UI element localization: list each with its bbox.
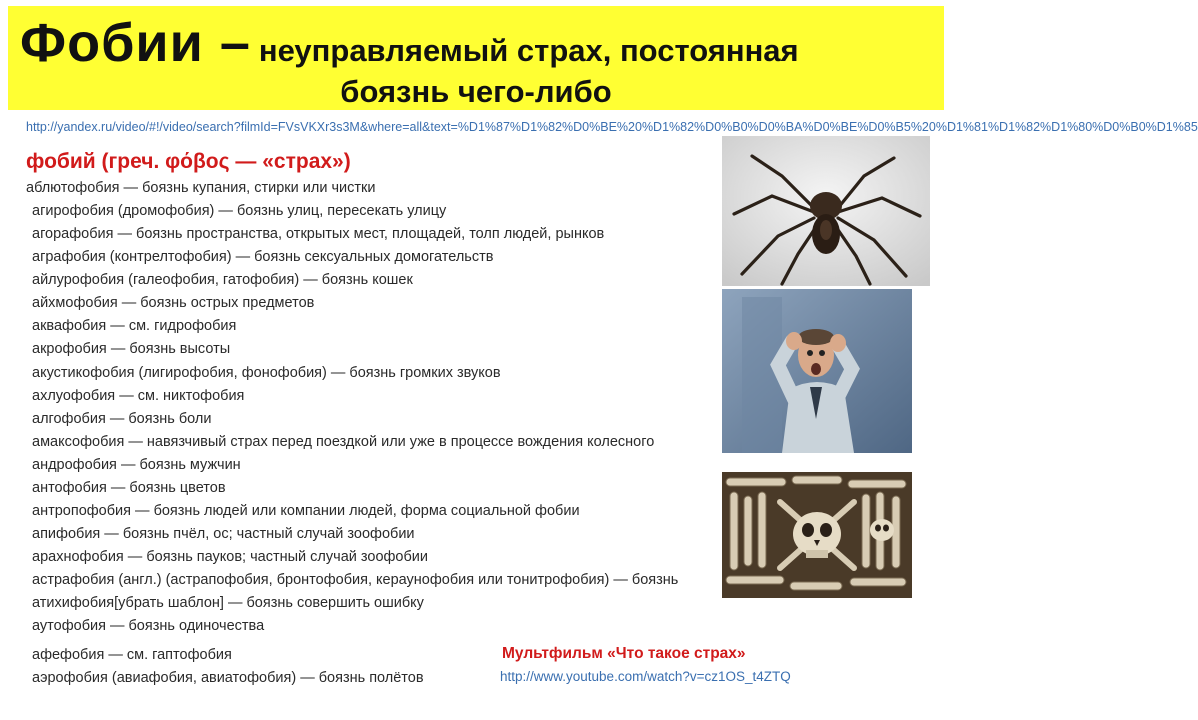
list-item: аблютофобия — боязнь купания, стирки или чистки — [26, 180, 376, 196]
source-link[interactable]: http://yandex.ru/video/#!/video/search?filmId=FVsVKXr3s3M&where=all&text=%D1%87%D1%82%D0%BE%20%D1%82%D0%B0%D0%BA%D0%BE%D0%B5%20%D1%81%D1%82%D1%80%D0%B0%D1%85 — [26, 120, 1198, 134]
list-item: агирофобия (дромофобия) — боязнь улиц, пересекать улицу — [32, 203, 447, 219]
list-item: акрофобия — боязнь высоты — [32, 341, 231, 357]
list-item: антропофобия — боязнь людей или компании людей, форма социальной фобии — [32, 503, 580, 519]
list-item: акустикофобия (лигирофобия, фонофобия) — боязнь громких звуков — [32, 365, 501, 381]
spider-icon — [722, 136, 930, 286]
scared-man-icon — [722, 289, 912, 453]
list-item: айхмофобия — боязнь острых предметов — [32, 295, 315, 311]
subtitle: фобий (греч. φόβος — «страх») — [26, 150, 351, 173]
bones-photo — [722, 472, 912, 598]
list-item: арахнофобия — боязнь пауков; частный случай зоофобии — [32, 549, 429, 565]
list-item: айлурофобия (галеофобия, гатофобия) — боязнь кошек — [32, 272, 413, 288]
title-rest: неуправляемый страх, постоянная — [258, 33, 799, 68]
list-item: андрофобия — боязнь мужчин — [32, 457, 241, 473]
title-line-1 — [20, 12, 799, 74]
title-line-2: боязнь чего-либо — [340, 74, 612, 109]
list-item: аграфобия (контрелтофобия) — боязнь сексуальных домогательств — [32, 249, 494, 265]
list-item: антофобия — боязнь цветов — [32, 480, 226, 496]
title-banner — [8, 6, 944, 110]
cartoon-link[interactable]: http://www.youtube.com/watch?v=cz1OS_t4ZTQ — [500, 669, 791, 684]
list-item: афефобия — см. гаптофобия — [32, 647, 232, 663]
list-item: астрафобия (англ.) (астрапофобия, бронтофобия, кераунофобия или тонитрофобия) — боязнь — [32, 572, 679, 588]
skull-icon — [722, 472, 912, 598]
list-item: агорафобия — боязнь пространства, открытых мест, площадей, толп людей, рынков — [32, 226, 605, 242]
list-item: аутофобия — боязнь одиночества — [32, 618, 265, 634]
list-item: алгофобия — боязнь боли — [32, 411, 212, 427]
list-item: амаксофобия — навязчивый страх перед поездкой или уже в процессе вождения колесного — [32, 434, 655, 450]
scared-man-photo — [722, 289, 912, 453]
spider-photo — [722, 136, 930, 286]
list-item: аэрофобия (авиафобия, авиатофобия) — боязнь полётов — [32, 670, 424, 686]
list-item: аквафобия — см. гидрофобия — [32, 318, 237, 334]
title-main: Фобии – — [20, 13, 251, 73]
list-item: атихифобия[убрать шаблон] — боязнь совершить ошибку — [32, 595, 424, 611]
cartoon-title: Мультфильм «Что такое страх» — [502, 645, 746, 662]
list-item: ахлуофобия — см. никтофобия — [32, 388, 245, 404]
list-item: апифобия — боязнь пчёл, ос; частный случай зоофобии — [32, 526, 415, 542]
